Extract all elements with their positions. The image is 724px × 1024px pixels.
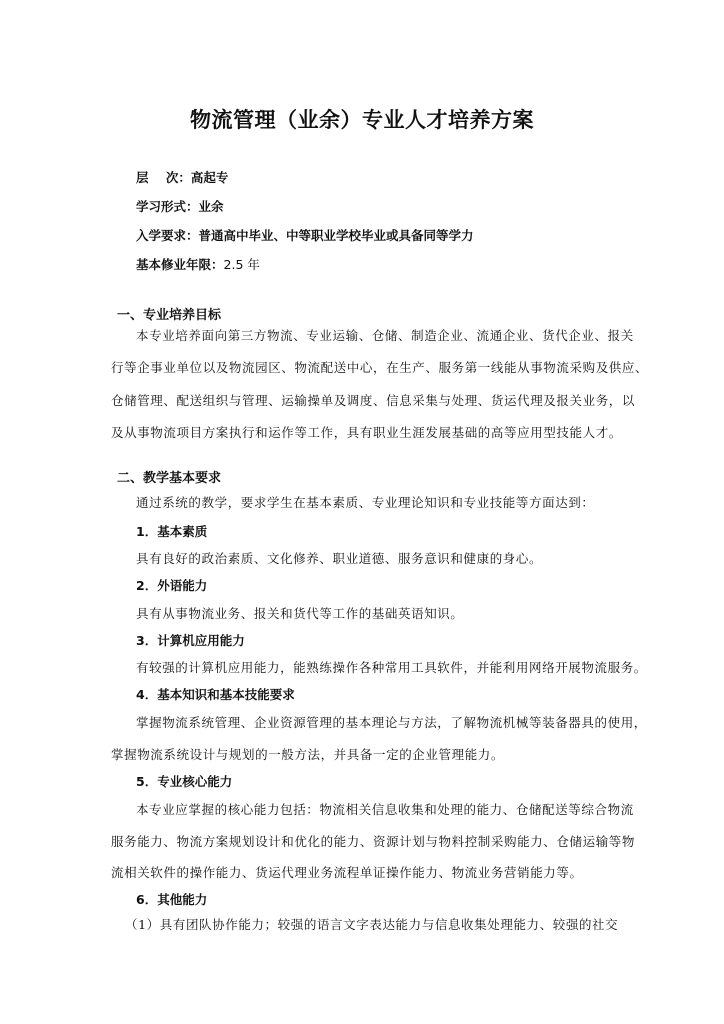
section-heading-training-goal: 一、专业培养目标 [117,308,222,323]
meta-level [136,168,228,186]
meta-value: 普通高中毕业、中等职业学校毕业或具备同等学力 [198,228,474,243]
meta-label: 学习形式： [136,199,199,214]
paragraph-line: 本专业培养面向第三方物流、专业运输、仓储、制造企业、流通企业、货代企业、报关 [136,328,634,343]
paragraph-line: 有较强的计算机应用能力，能熟练操作各种常用工具软件，并能利用网络开展物流服务。 [136,660,647,675]
paragraph-line: 本专业应掌握的核心能力包括：物流相关信息收集和处理的能力、仓储配送等综合物流 [136,802,634,817]
paragraph-line: 及从事物流项目方案执行和运作等工作，具有职业生涯发展基础的高等应用型技能人才。 [111,425,622,440]
item-heading: 1．基本素质 [136,524,208,539]
paragraph-line: 掌握物流系统设计与规划的一般方法，并具备一定的企业管理能力。 [111,747,505,762]
item-heading: 3．计算机应用能力 [136,633,245,648]
paragraph-line: 仓储管理、配送组织与管理、运输操单及调度、信息采集与处理、货运代理及报关业务，以 [111,393,636,408]
meta-label: 基本修业年限： [136,257,224,272]
section-heading-teaching-requirements: 二、教学基本要求 [117,471,222,486]
meta-admission [136,226,474,244]
paragraph-line: 服务能力、物流方案规划设计和优化的能力、资源计划与物料控制采购能力、仓储运输等物 [111,834,636,849]
paragraph-line: 具有良好的政治素质、文化修养、职业道德、服务意识和健康的身心。 [136,551,543,566]
item-heading: 2．外语能力 [136,578,208,593]
meta-label: 入学要求： [136,228,199,243]
item-heading: 5．专业核心能力 [136,774,233,789]
paragraph-line: 流相关软件的操作能力、货运代理业务流程单证操作能力、物流业务营销能力等。 [111,865,583,880]
paragraph-line: 行等企事业单位以及物流园区、物流配送中心，在生产、服务第一线能从事物流采购及供应、 [111,360,649,375]
paragraph-line: 通过系统的教学，要求学生在基本素质、专业理论知识和专业技能等方面达到： [136,495,595,510]
meta-value: 2.5 年 [223,257,260,272]
meta-value: 业余 [198,199,224,214]
paragraph-line: （1）具有团队协作能力；较强的语言文字表达能力与信息收集处理能力、较强的社交 [125,917,619,932]
paragraph-line: 掌握物流系统管理、企业资源管理的基本理论与方法，了解物流机械等装备器具的使用， [136,715,647,730]
meta-duration [136,255,260,273]
item-heading: 4．基本知识和基本技能要求 [136,687,295,702]
meta-value: 高起专 [190,170,229,185]
meta-study-mode [136,197,224,215]
document-title: 物流管理（业余）专业人才培养方案 [190,108,534,132]
meta-label: 层 次： [136,170,191,185]
paragraph-line: 具有从事物流业务、报关和货代等工作的基础英语知识。 [136,606,464,621]
item-heading: 6．其他能力 [136,892,208,907]
